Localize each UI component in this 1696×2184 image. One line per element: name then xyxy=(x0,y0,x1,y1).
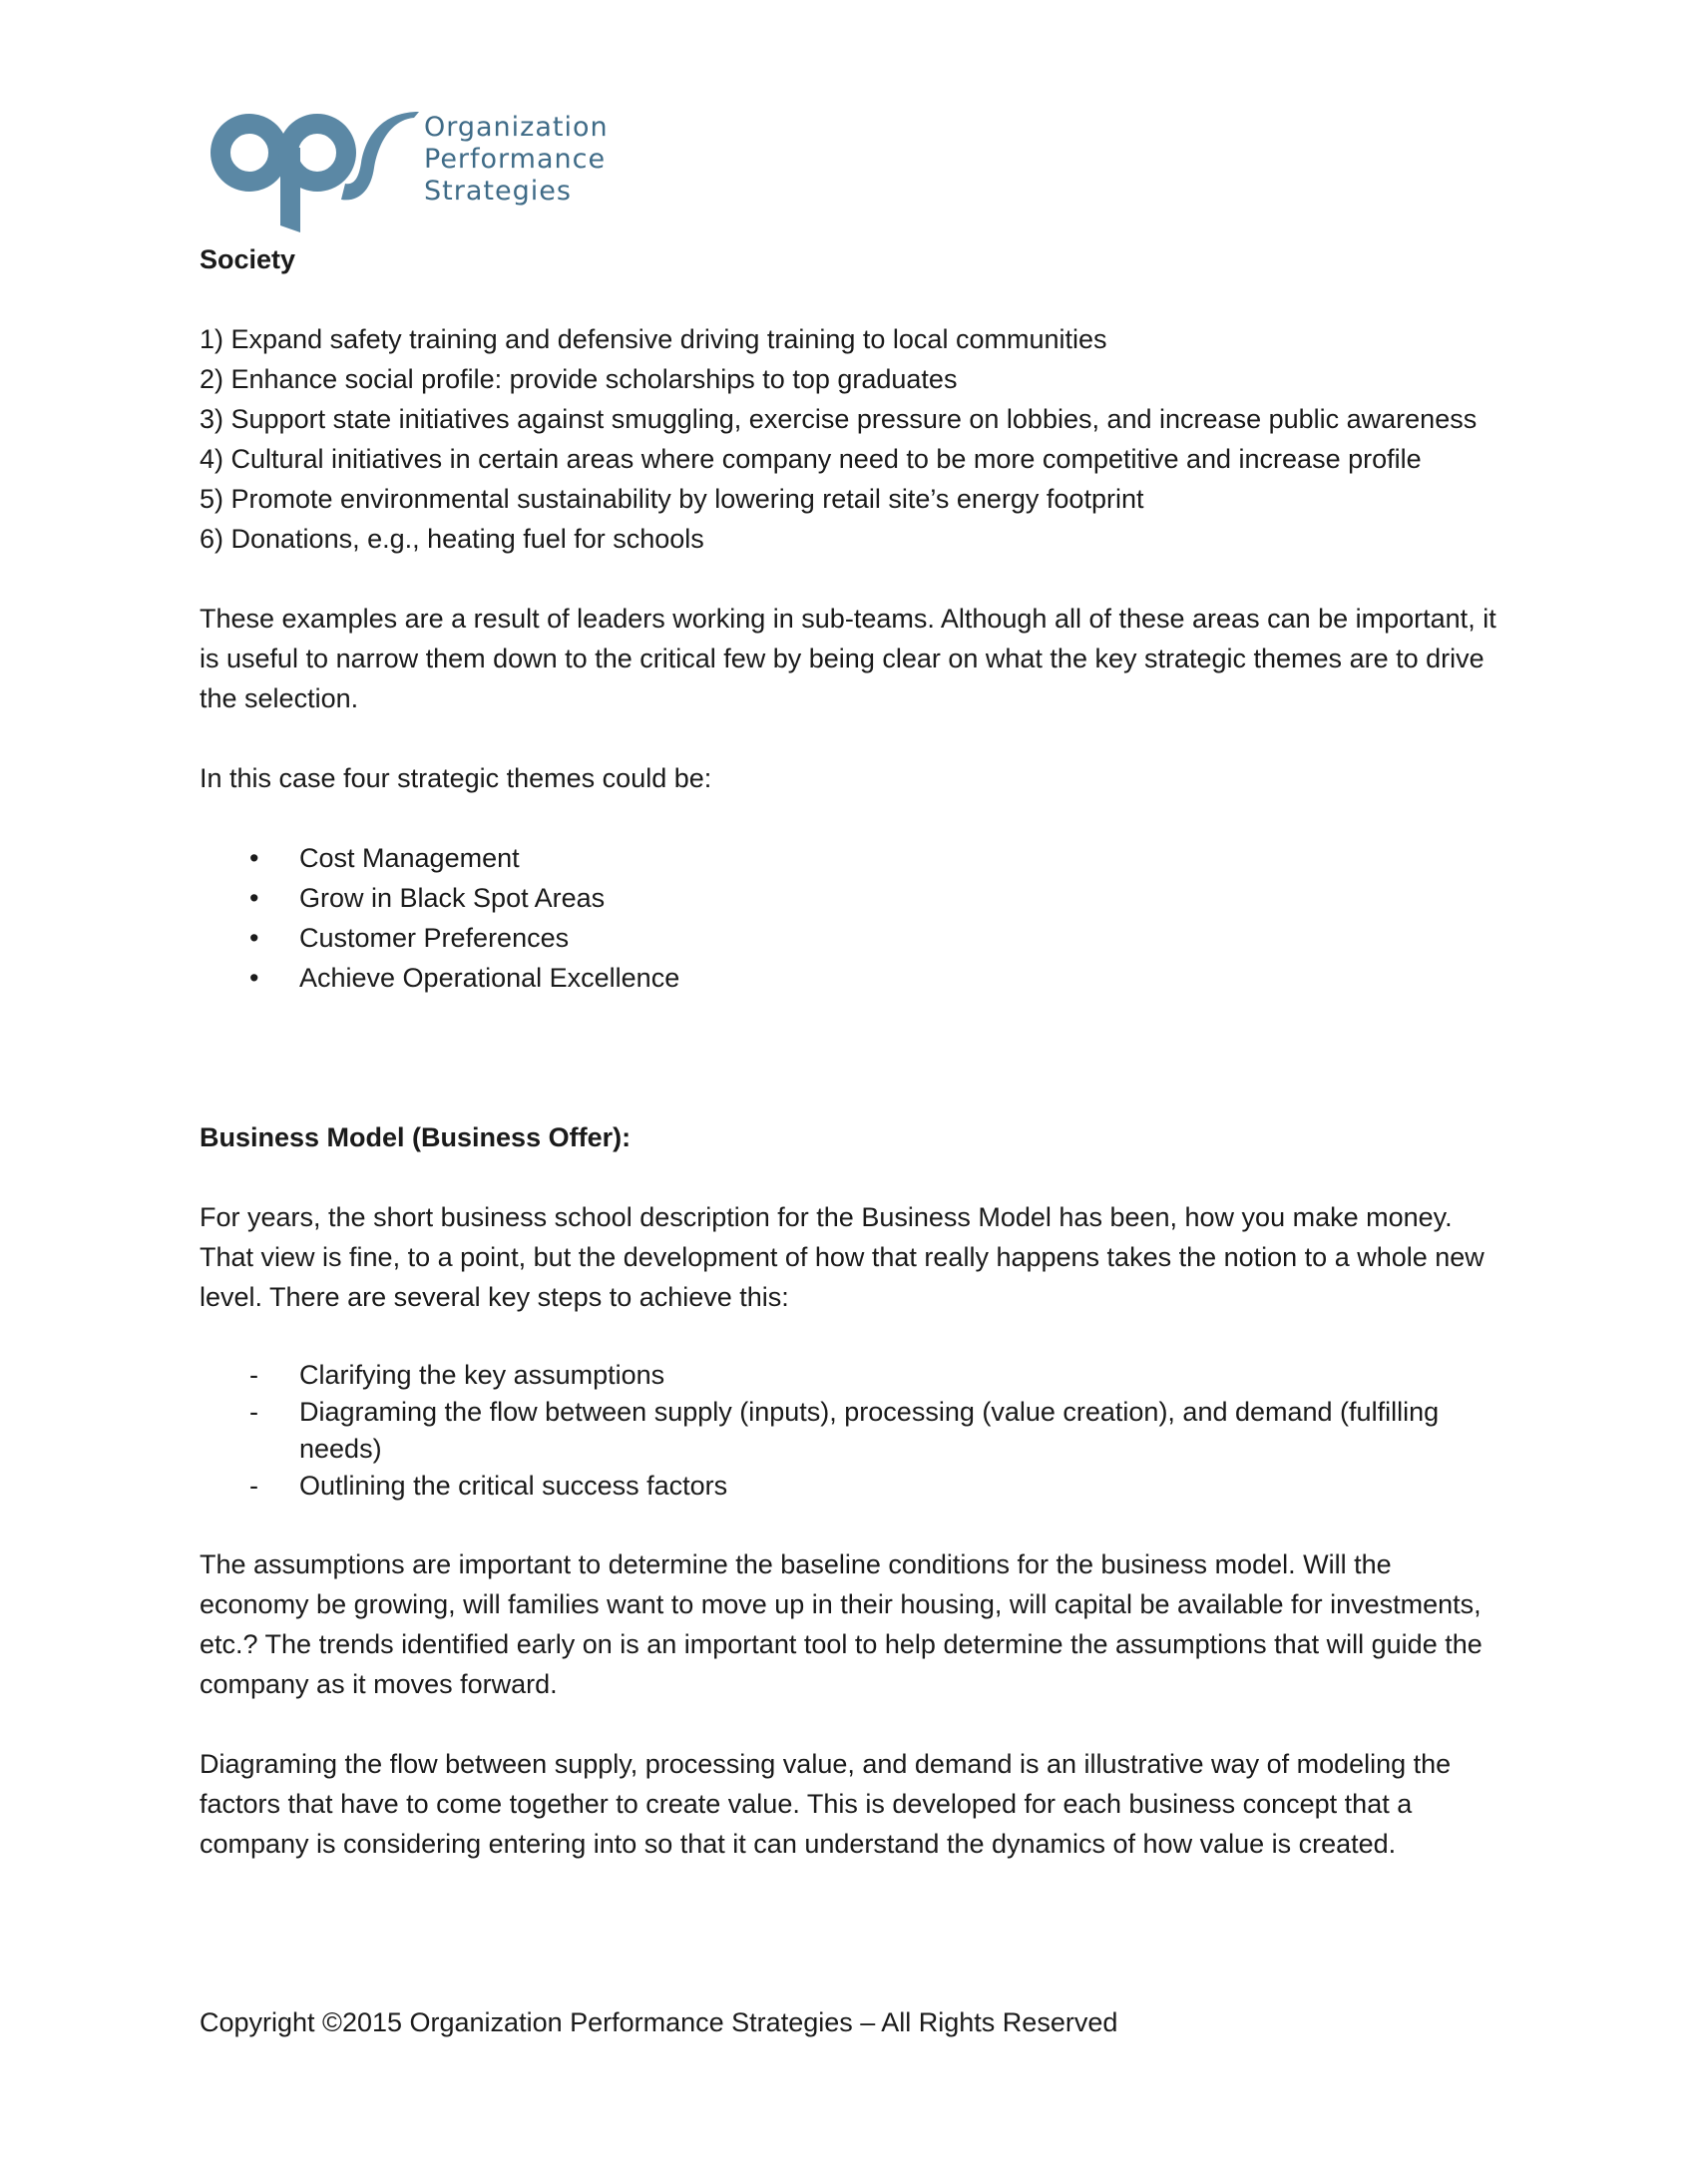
logo-wordmark xyxy=(424,112,609,208)
list-item: 2) Enhance social profile: provide scholarships to top graduates xyxy=(200,364,958,394)
list-item: - Diagraming the flow between supply (inputs), processing (value creation), and demand (fulfilling needs) xyxy=(200,1394,1496,1468)
list-item: - Clarifying the key assumptions xyxy=(200,1357,1496,1394)
company-logo xyxy=(210,108,629,237)
list-item: 5) Promote environmental sustainability by lowering retail site’s energy footprint xyxy=(200,484,1144,514)
diagraming-paragraph: Diagraming the flow between supply, processing value, and demand is an illustrative way of modeling the factors that have to come together to create value. This is developed for each business concept that a company is considering entering into so that it can understand the dynamics of how value is created. xyxy=(200,1749,1452,1859)
list-item: • Grow in Black Spot Areas xyxy=(200,878,1496,918)
business-model-intro-paragraph: For years, the short business school description for the Business Model has been, how you make money. That view is fine, to a point, but the development of how that really happens takes the notion to a whole new level. There are several key steps to achieve this: xyxy=(200,1202,1484,1312)
society-initiatives-list xyxy=(200,319,1496,559)
list-item: 4) Cultural initiatives in certain areas where company need to be more competitive and increase profile xyxy=(200,444,1422,474)
list-item: • Customer Preferences xyxy=(200,918,1496,958)
list-item: • Achieve Operational Excellence xyxy=(200,958,1496,998)
list-item: • Cost Management xyxy=(200,838,1496,878)
logo-line-strategies: Strategies xyxy=(424,176,572,207)
business-model-heading: Business Model (Business Offer): xyxy=(200,1122,632,1152)
themes-intro-paragraph: In this case four strategic themes could be: xyxy=(200,763,712,793)
copyright-footer: Copyright ©2015 Organization Performance Strategies – All Rights Reserved xyxy=(200,2007,1118,2037)
assumptions-paragraph: The assumptions are important to determine the baseline conditions for the business model. Will the economy be growing, will families want to move up in their housing, will capital be available for investments, etc.? The trends identified early on is an important tool to help determine the assumptions that will guide the company as it moves forward. xyxy=(200,1549,1483,1699)
business-model-steps-list xyxy=(200,1357,1496,1505)
society-heading: Society xyxy=(200,244,296,274)
strategic-themes-list xyxy=(200,838,1496,998)
list-item: 3) Support state initiatives against smuggling, exercise pressure on lobbies, and increase public awareness xyxy=(200,404,1478,434)
list-item: 1) Expand safety training and defensive driving training to local communities xyxy=(200,324,1107,354)
logo-line-organization: Organization xyxy=(424,112,609,143)
logo-line-performance: Performance xyxy=(424,144,607,175)
list-item: 6) Donations, e.g., heating fuel for schools xyxy=(200,524,704,554)
list-item: - Outlining the critical success factors xyxy=(200,1468,1496,1505)
examples-paragraph: These examples are a result of leaders working in sub-teams. Although all of these areas can be important, it is useful to narrow them down to the critical few by being clear on what the key strategic themes are to drive the selection. xyxy=(200,604,1496,713)
ops-logo-mark-icon xyxy=(210,108,424,232)
document-body xyxy=(200,239,1496,1864)
